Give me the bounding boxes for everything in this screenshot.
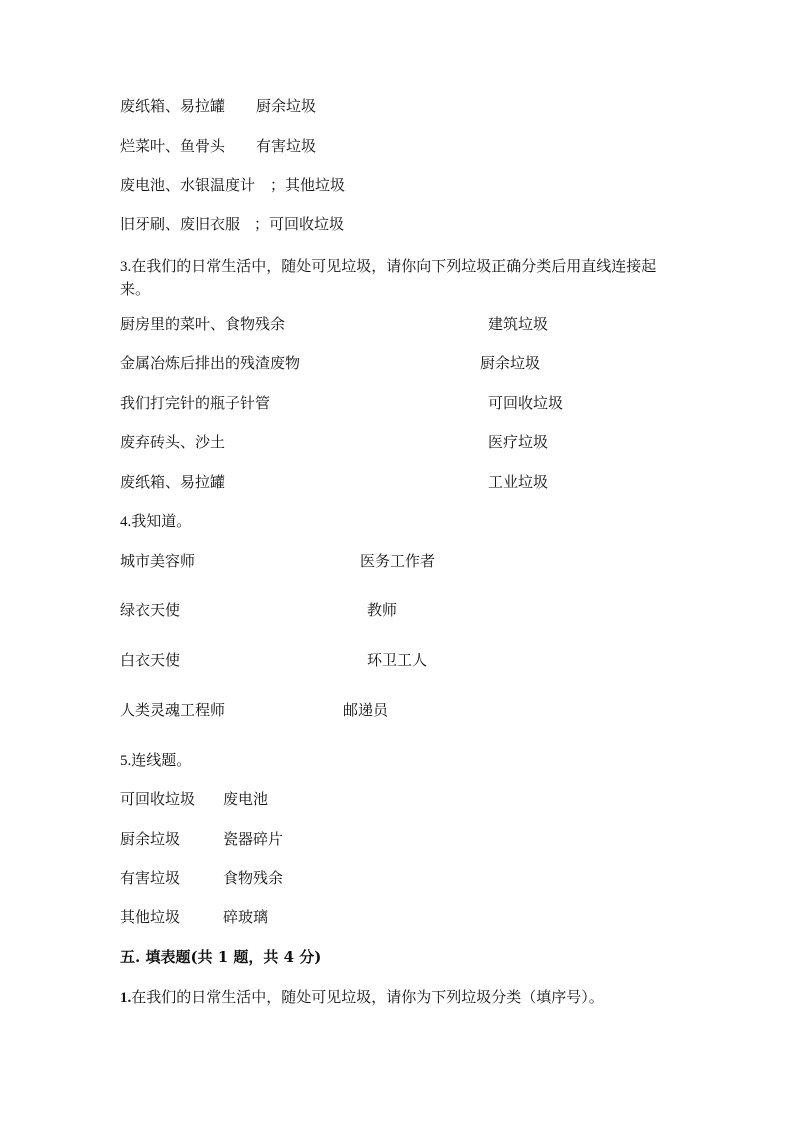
q3-left-item: 我们打完针的瓶子针管 [120, 394, 271, 412]
section-heading: 五. 填表题(共 1 题，共 4 分) [120, 948, 322, 966]
q5-right-item: 瓷器碎片 [223, 830, 284, 848]
match-row-left: 旧牙刷、废旧衣服 [120, 215, 241, 233]
question-3 [120, 255, 680, 300]
question-text: 在我们的日常生活中，随处可见垃圾，请你为下列垃圾分类（填序号）。 [131, 988, 604, 1006]
q3-right-item: 建筑垃圾 [488, 315, 549, 333]
q4-right-item: 教师 [367, 601, 398, 619]
q5-right-item: 食物残余 [223, 869, 284, 887]
q5-left-item: 其他垃圾 [120, 908, 181, 926]
q3-left-item: 废纸箱、易拉罐 [120, 473, 226, 491]
q3-left-item: 厨房里的菜叶、食物残余 [120, 315, 286, 333]
q4-right-item: 医务工作者 [360, 552, 436, 570]
question-number: 4. [120, 514, 132, 530]
q4-left-item: 人类灵魂工程师 [120, 701, 226, 719]
match-row-left: 废纸箱、易拉罐 [120, 97, 226, 115]
question-number: 3. [120, 259, 132, 275]
question-text: 我知道。 [131, 512, 192, 530]
match-row-right: 有害垃圾 [256, 137, 317, 155]
q4-left-item: 白衣天使 [120, 651, 181, 669]
match-row-left: 烂菜叶、鱼骨头 [120, 137, 226, 155]
q4-right-item: 邮递员 [343, 701, 389, 719]
q5-left-item: 厨余垃圾 [120, 830, 181, 848]
question-4 [120, 511, 191, 532]
match-row-right: ；其他垃圾 [270, 176, 346, 194]
q5-left-item: 有害垃圾 [120, 869, 181, 887]
question-1 [120, 987, 604, 1008]
question-5 [120, 750, 191, 771]
q5-right-item: 碎玻璃 [223, 908, 269, 926]
q5-right-item: 废电池 [223, 790, 269, 808]
q3-right-item: 可回收垃圾 [488, 394, 564, 412]
question-text: 在我们的日常生活中，随处可见垃圾，请你向下列垃圾正确分类后用直线连接起来。 [120, 257, 657, 298]
q3-right-item: 工业垃圾 [488, 473, 549, 491]
q5-left-item: 可回收垃圾 [120, 790, 196, 808]
q4-right-item: 环卫工人 [367, 651, 428, 669]
question-number: 1. [120, 990, 132, 1006]
question-text: 连线题。 [131, 751, 192, 769]
q3-right-item: 医疗垃圾 [488, 433, 549, 451]
question-number: 5. [120, 753, 132, 769]
match-row-left: 废电池、水银温度计 [120, 176, 256, 194]
q3-left-item: 废弃砖头、沙土 [120, 433, 226, 451]
q3-right-item: 厨余垃圾 [480, 354, 541, 372]
match-row-right: ；可回收垃圾 [254, 215, 345, 233]
q4-left-item: 城市美容师 [120, 552, 196, 570]
q3-left-item: 金属冶炼后排出的残渣废物 [120, 354, 301, 372]
match-row-right: 厨余垃圾 [256, 97, 317, 115]
q4-left-item: 绿衣天使 [120, 601, 181, 619]
